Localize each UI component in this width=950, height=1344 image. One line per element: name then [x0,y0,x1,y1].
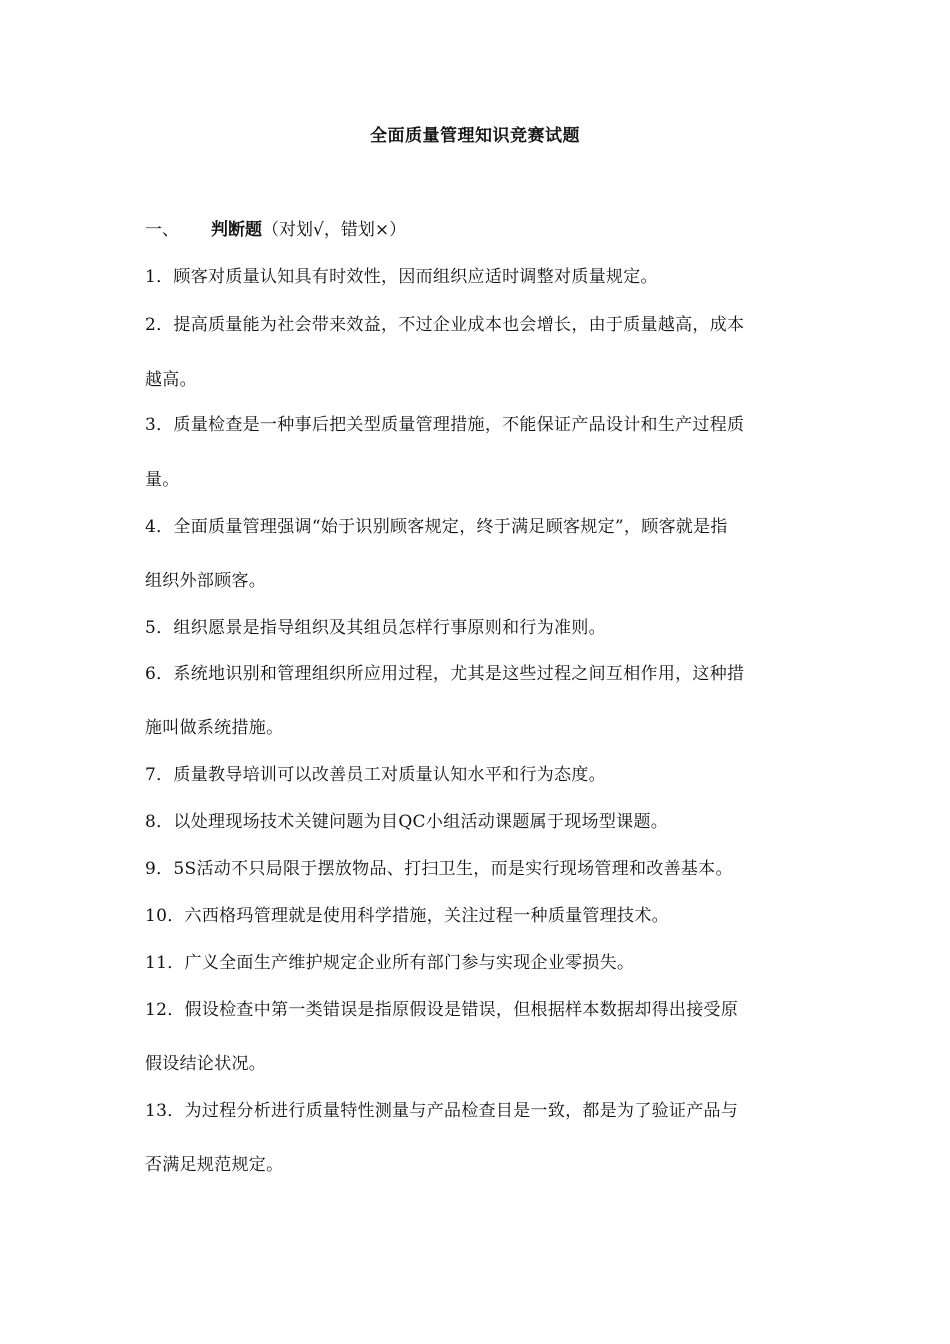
section-heading: 判断题 [211,220,262,240]
question-8: 8．以处理现场技术关键问题为目QC小组活动课题属于现场型课题。 [145,812,669,832]
question-10: 10．六西格玛管理就是使用科学措施，关注过程一种质量管理技术。 [145,906,669,926]
question-2: 2．提高质量能为社会带来效益，不过企业成本也会增长，由于质量越高，成本 [145,315,745,335]
question-6-cont: 施叫做系统措施。 [145,718,284,738]
question-4: 4．全面质量管理强调“始于识别顾客规定，终于满足顾客规定”，顾客就是指 [145,517,728,537]
section-number: 一、 [145,220,179,240]
question-2-cont: 越高。 [145,370,197,390]
section-header [145,218,805,242]
question-5: 5．组织愿景是指导组织及其组员怎样行事原则和行为准则。 [145,618,606,638]
question-13: 13．为过程分析进行质量特性测量与产品检查目是一致，都是为了验证产品与 [145,1101,739,1121]
section-note: （对划√，错划×） [262,220,407,240]
question-12-cont: 假设结论状况。 [145,1054,267,1074]
question-13-cont: 否满足规范规定。 [145,1155,284,1175]
question-9: 9．5S活动不只局限于摆放物品、打扫卫生，而是实行现场管理和改善基本。 [145,859,733,879]
page-title: 全面质量管理知识竞赛试题 [370,126,580,146]
question-11: 11．广义全面生产维护规定企业所有部门参与实现企业零损失。 [145,953,635,973]
question-12: 12．假设检查中第一类错误是指原假设是错误，但根据样本数据却得出接受原 [145,1000,739,1020]
question-6: 6．系统地识别和管理组织所应用过程，尤其是这些过程之间互相作用，这种措 [145,664,745,684]
question-7: 7．质量教导培训可以改善员工对质量认知水平和行为态度。 [145,765,606,785]
question-3-cont: 量。 [145,470,180,490]
question-3: 3．质量检查是一种事后把关型质量管理措施，不能保证产品设计和生产过程质 [145,415,745,435]
question-1: 1．顾客对质量认知具有时效性，因而组织应适时调整对质量规定。 [145,267,658,287]
question-4-cont: 组织外部顾客。 [145,571,267,591]
